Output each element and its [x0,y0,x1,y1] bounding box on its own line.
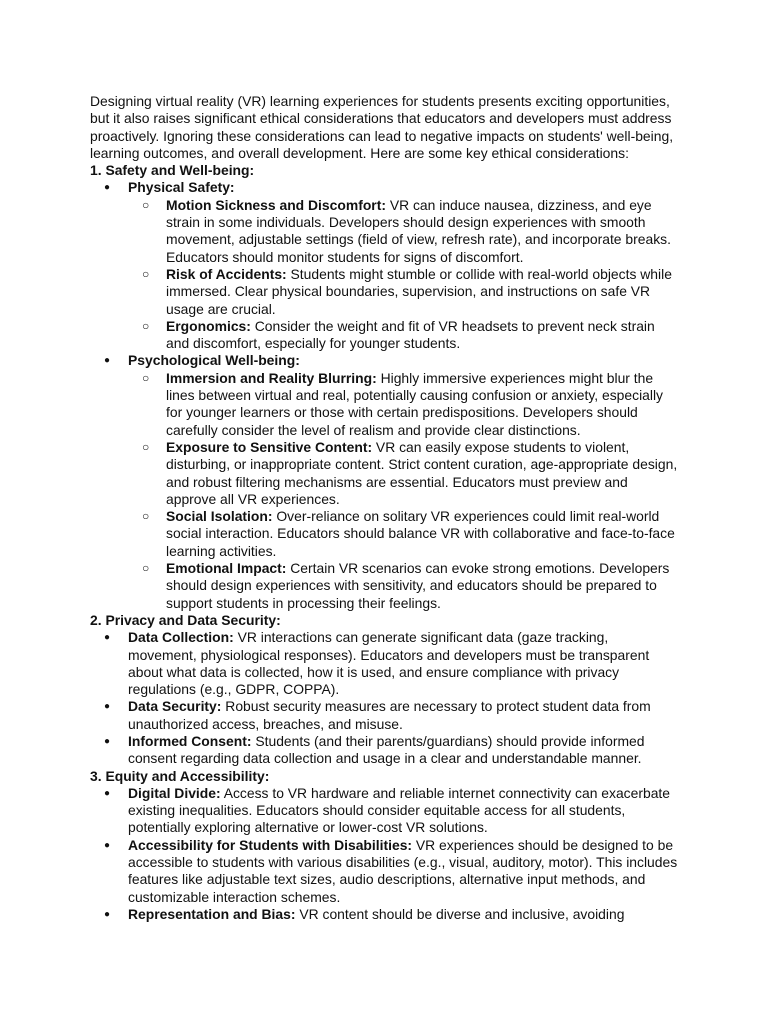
physical-safety-sublist [128,197,680,353]
item-term: Accessibility for Students with Disabilities: [128,836,413,853]
list-item-physical-safety [90,179,680,352]
item-term: Data Security: [128,698,222,715]
group-title: Physical Safety: [128,179,235,196]
item-term: Informed Consent: [128,732,252,749]
item-term: Risk of Accidents: [166,265,287,282]
list-item-psychological-wellbeing [90,352,680,611]
item-text: VR interactions can generate significant data (gaze tracking, movement, physiological responses). Educators and developers must be transparent about what data is collected, how it is used, and ensure compliance with privacy regulations (e.g., GDPR, COPPA). [128,629,650,698]
item-term: Representation and Bias: [128,905,296,922]
section-heading-equity: 3. Equity and Accessibility: [90,767,270,784]
sublist-item [90,266,680,318]
item-term: Digital Divide: [128,784,221,801]
sublist-item [90,197,680,266]
list-item [90,629,680,698]
sublist-item [90,318,680,353]
list-item [90,837,680,906]
list-item [90,906,680,923]
item-term: Emotional Impact: [166,560,287,577]
item-term: Immersion and Reality Blurring: [166,369,377,386]
section-heading-privacy: 2. Privacy and Data Security: [90,611,281,628]
item-text: Access to VR hardware and reliable internet connectivity can exacerbate existing inequalities. Educators should consider equitable access for all students, potentially exploring alternative or lower-cost VR solutions. [128,784,671,836]
item-term: Data Collection: [128,629,234,646]
sublist-item [90,439,680,508]
item-text: VR can induce nausea, dizziness, and eye strain in some individuals. Developers should design experiences with smooth movement, adjustable settings (field of view, refresh rate), and incorporate breaks. Educators should monitor students for signs of discomfort. [166,196,671,265]
item-text: Highly immersive experiences might blur the lines between virtual and real, potentially causing confusion or anxiety, especially for younger learners or those with certain predispositions. Developers should carefully consider the level of realism and provide clear distinctions. [166,369,664,438]
item-text: Over-reliance on solitary VR experiences could limit real-world social interaction. Educators should balance VR with collaborative and face-to-face learning activities. [166,508,675,559]
item-text: Students (and their parents/guardians) should provide informed consent regarding data collection and usage in a clear and understandable manner. [128,732,645,767]
item-text: VR content should be diverse and inclusive, avoiding [295,905,625,922]
item-text: VR experiences should be designed to be accessible to students with various disabilities (e.g., visual, auditory, motor). This includes features like adjustable text sizes, audio descriptions, alternative input methods, and customizable interaction schemes. [128,836,678,905]
group-title: Psychological Well-being: [128,352,300,369]
intro-paragraph: Designing virtual reality (VR) learning experiences for students presents exciting opportunities, but it also raises significant ethical considerations that educators and developers must address proactively. Ignoring these considerations can lead to negative impacts on students' well-being, learning outcomes, and overall development. Here are some key ethical considerations: [90,93,674,161]
section-heading-safety: 1. Safety and Well-being: [90,162,255,179]
safety-list [90,179,680,611]
psychological-sublist [128,370,680,612]
item-term: Ergonomics: [166,317,251,334]
sublist-item [90,560,680,612]
item-term: Motion Sickness and Discomfort: [166,196,386,213]
item-text: Students might stumble or collide with real-world objects while immersed. Clear physical boundaries, supervision, and instructions on safe VR usage are crucial. [166,265,672,317]
list-item [90,785,680,837]
sublist-item [90,508,680,560]
item-text: VR can easily expose students to violent, disturbing, or inappropriate content. Strict content curation, age-appropriate design, and robust filtering mechanisms are essential. Educators must preview and approve all VR experiences. [166,438,678,507]
item-text: Consider the weight and fit of VR headsets to prevent neck strain and discomfort, especially for younger students. [166,317,655,352]
document-body [90,93,680,923]
item-term: Social Isolation: [166,508,273,525]
sublist-item [90,370,680,439]
equity-list [90,785,680,923]
list-item [90,733,680,768]
privacy-list [90,629,680,767]
item-text: Certain VR scenarios can evoke strong emotions. Developers should design experiences with sensitivity, and educators should be prepared to support students in processing their feelings. [166,560,670,611]
item-term: Exposure to Sensitive Content: [166,438,373,455]
item-text: Robust security measures are necessary to protect student data from unauthorized access, breaches, and misuse. [128,698,651,732]
list-item [90,698,680,733]
